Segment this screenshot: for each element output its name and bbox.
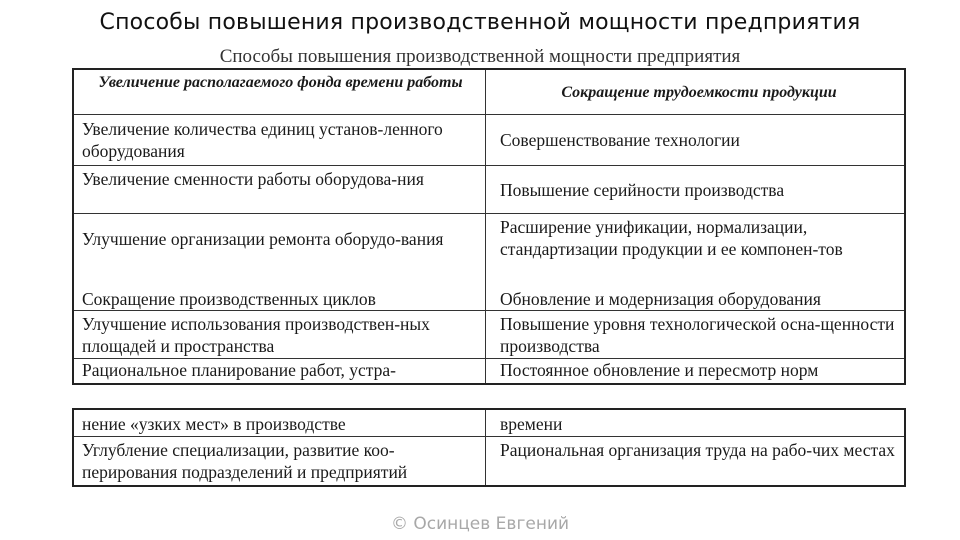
table-row — [74, 115, 904, 166]
header-labor-intensity: Сокращение трудоемкости продукции — [561, 83, 837, 101]
table-caption: Способы повышения производственной мощности предприятия — [219, 47, 741, 67]
table-cell-right: Рациональная организация труда на рабо-чих местах — [500, 440, 895, 460]
table-row — [74, 359, 904, 383]
table-cell-right: времени — [500, 414, 563, 434]
table-cell-right: Обновление и модернизация оборудования — [500, 289, 821, 309]
methods-table-continued — [72, 408, 906, 487]
header-time-fund: Увеличение располагаемого фонда времени работы — [74, 70, 486, 114]
table-cell-right: Совершенствование технологии — [500, 130, 740, 150]
table-row — [74, 214, 904, 288]
slide-title: Способы повышения производственной мощности предприятия — [99, 10, 861, 35]
table-cell-left: Улучшение организации ремонта оборудо-вания — [74, 214, 486, 288]
table-cell-right: Постоянное обновление и пересмотр норм — [500, 360, 819, 380]
table-row — [74, 437, 904, 485]
methods-table — [72, 68, 906, 385]
table-row — [74, 311, 904, 359]
table-cell-right: Повышение серийности производства — [500, 179, 785, 200]
table-row — [74, 166, 904, 214]
table-cell-left: Углубление специализации, развитие коо-перирования подразделений и предприятий — [74, 437, 486, 485]
table-cell-right: Расширение унификации, нормализации, стандартизации продукции и ее компонен-тов — [500, 217, 843, 259]
table-cell-left: нение «узких мест» в производстве — [74, 410, 486, 436]
table-cell-left: Сокращение производственных циклов — [74, 288, 486, 310]
table-cell-left: Увеличение сменности работы оборудова-ния — [74, 166, 486, 213]
table-header-row — [74, 70, 904, 115]
table-cell-right: Повышение уровня технологической осна-щенности производства — [500, 314, 895, 356]
table-row — [74, 410, 904, 437]
table-cell-left: Улучшение использования производствен-ных площадей и пространства — [74, 311, 486, 358]
table-row — [74, 288, 904, 311]
table-cell-left: Увеличение количества единиц установ-ленного оборудования — [74, 115, 486, 165]
author-footer: © Осинцев Евгений — [390, 514, 570, 534]
table-cell-left: Рациональное планирование работ, устра- — [74, 359, 486, 383]
